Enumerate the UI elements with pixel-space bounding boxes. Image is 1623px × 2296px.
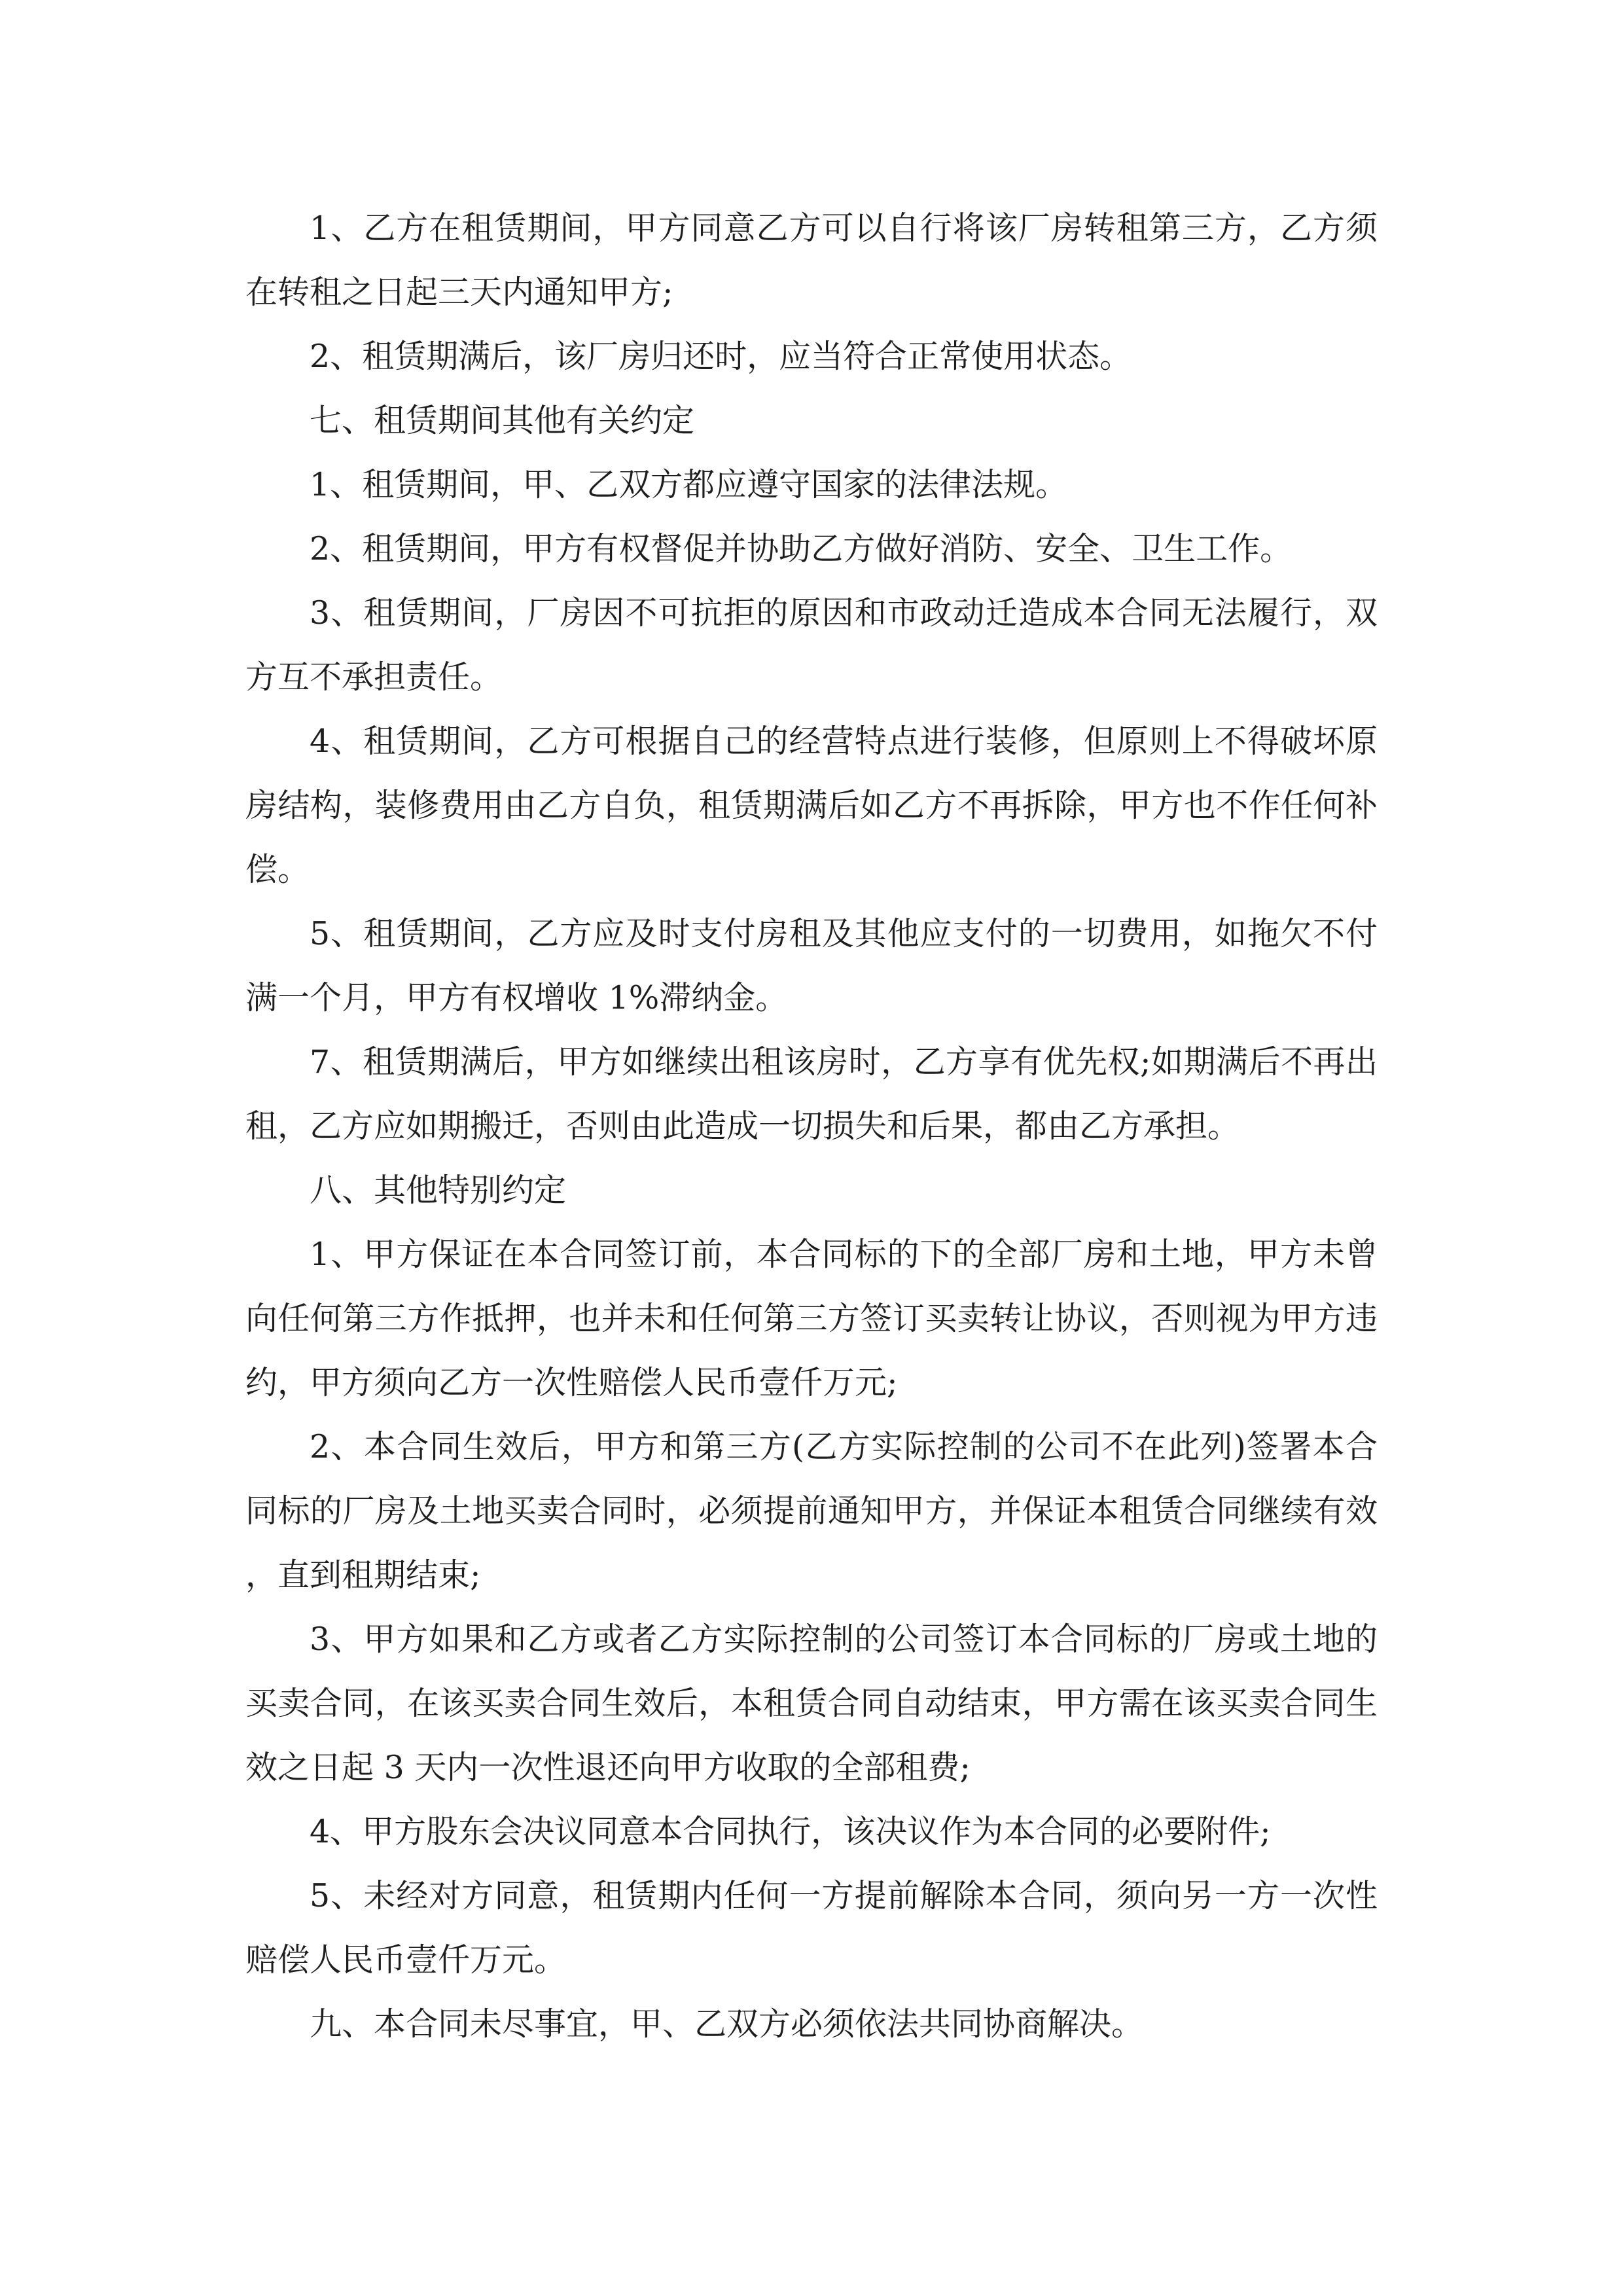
clause-third-party-sale: 2、本合同生效后，甲方和第三方(乙方实际控制的公司不在此列)签署本合同标的厂房及土地买卖合同时，必须提前通知甲方，并保证本租赁合同继续有效，直到租期结束; — [245, 1428, 1378, 1594]
clause-safety-supervision: 2、租赁期间，甲方有权督促并协助乙方做好消防、安全、卫生工作。 — [310, 530, 1293, 567]
clause-no-mortgage-guarantee: 1、甲方保证在本合同签订前，本合同标的下的全部厂房和土地，甲方未曾向任何第三方作抵押，也并未和任何第三方签订买卖转让协议，否则视为甲方违约，甲方须向乙方一次性赔偿人民币壹仟万元; — [245, 1236, 1378, 1401]
clause-return-condition: 2、租赁期满后，该厂房归还时，应当符合正常使用状态。 — [310, 338, 1132, 375]
clause-priority-renewal: 7、租赁期满后，甲方如继续出租该房时，乙方享有优先权;如期满后不再出租，乙方应如期搬迁，否则由此造成一切损失和后果，都由乙方承担。 — [245, 1043, 1378, 1145]
section-heading-special-agreements: 八、其他特别约定 — [310, 1172, 567, 1209]
clause-shareholder-resolution: 4、甲方股东会决议同意本合同执行，该决议作为本合同的必要附件; — [310, 1813, 1271, 1850]
clause-sublet: 1、乙方在租赁期间，甲方同意乙方可以自行将该厂房转租第三方，乙方须在转租之日起三天内通知甲方; — [245, 209, 1378, 311]
section-heading-other-agreements: 七、租赁期间其他有关约定 — [310, 402, 695, 439]
clause-obey-law: 1、租赁期间，甲、乙双方都应遵守国家的法律法规。 — [310, 466, 1068, 503]
clause-force-majeure: 3、租赁期间，厂房因不可抗拒的原因和市政动迁造成本合同无法履行，双方互不承担责任。 — [245, 594, 1378, 696]
clause-late-payment: 5、租赁期间，乙方应及时支付房租及其他应支付的一切费用，如拖欠不付满一个月，甲方有权增收 1%滞纳金。 — [245, 915, 1378, 1016]
contract-body — [245, 196, 1378, 2056]
clause-early-termination: 5、未经对方同意，租赁期内任何一方提前解除本合同，须向另一方一次性赔偿人民币壹仟万元。 — [245, 1877, 1378, 1979]
section-heading-unresolved-matters: 九、本合同未尽事宜，甲、乙双方必须依法共同协商解决。 — [310, 2005, 1144, 2043]
clause-sale-to-lessee: 3、甲方如果和乙方或者乙方实际控制的公司签订本合同标的厂房或土地的买卖合同，在该买卖合同生效后，本租赁合同自动结束，甲方需在该买卖合同生效之日起 3 天内一次性退还向甲方收取的全部租费; — [245, 1621, 1378, 1786]
clause-renovation: 4、租赁期间，乙方可根据自己的经营特点进行装修，但原则上不得破坏原房结构，装修费用由乙方自负，租赁期满后如乙方不再拆除，甲方也不作任何补偿。 — [245, 723, 1378, 888]
